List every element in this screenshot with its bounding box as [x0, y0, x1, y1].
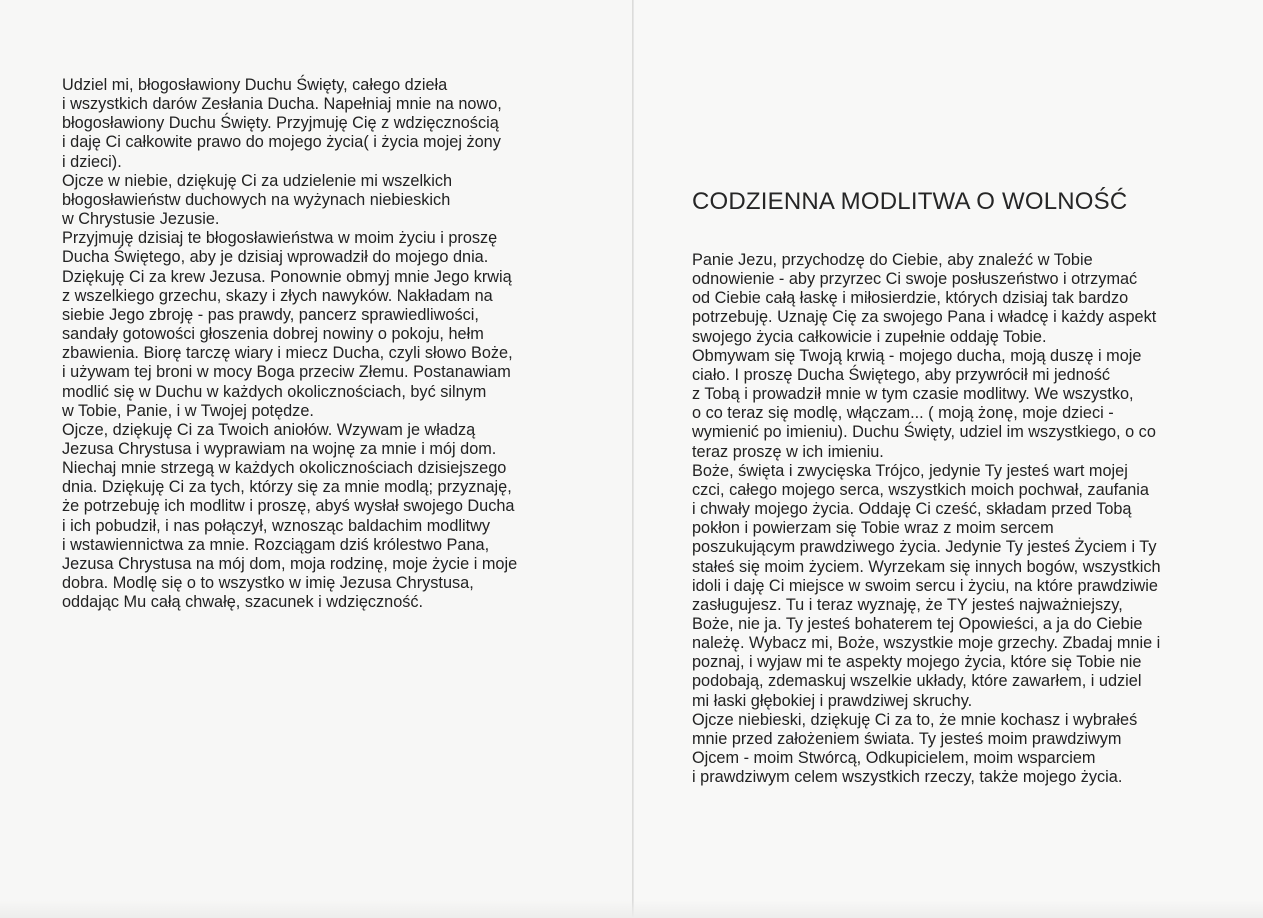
text-line: i wstawiennictwa za mnie. Rozciągam dziś królestwo Pana,: [62, 535, 490, 554]
text-line: Boże, święta i zwycięska Trójco, jedynie Ty jesteś wart mojej: [692, 461, 1128, 480]
text-line: wymienić po imieniu). Duchu Święty, udziel im wszystkiego, o co: [692, 423, 1156, 442]
text-line: że potrzebuję ich modlitw i proszę, abyś wysłał swojego Ducha: [62, 497, 515, 516]
text-line: i prawdziwym celem wszystkich rzeczy, także mojego życia.: [692, 768, 1123, 787]
text-line: Udziel mi, błogosławiony Duchu Święty, całego dzieła: [62, 76, 448, 94]
text-line: błogosławieństw duchowych na wyżynach niebieskich: [62, 190, 451, 209]
text-line: poznaj, i wyjaw mi te aspekty mojego życia, które się Tobie nie: [692, 653, 1142, 672]
left-page-text: [62, 76, 582, 612]
text-line: Ojcze w niebie, dziękuję Ci za udzielenie mi wszelkich: [62, 171, 453, 190]
scan-bottom-shadow: [0, 900, 1263, 918]
text-line: Jezusa Chrystusa na mój dom, moja rodzinę, moje życie i moje: [62, 554, 518, 573]
text-line: teraz proszę w ich imieniu.: [692, 442, 884, 461]
text-line: ciało. I proszę Ducha Świętego, aby przywrócił mi jedność: [692, 365, 1111, 384]
text-line: Ojcze, dziękuję Ci za Twoich aniołów. Wzywam je władzą: [62, 420, 476, 439]
prayer-title: CODZIENNA MODLITWA O WOLNOŚĆ: [692, 188, 1128, 215]
text-line: z wszelkiego grzechu, skazy i złych nawyków. Nakładam na: [62, 286, 493, 305]
text-line: Obmywam się Twoją krwią - mojego ducha, moją duszę i moje: [692, 346, 1142, 365]
text-line: z Tobą i prowadził mnie w tym czasie modlitwy. We wszystko,: [692, 385, 1134, 404]
right-page-text: [692, 251, 1227, 787]
text-line: i chwały mojego życia. Oddaję Ci cześć, składam przed Tobą: [692, 500, 1132, 519]
text-line: mi łaski głębokiej i prawdziwej skruchy.: [692, 691, 973, 710]
text-line: siebie Jego zbroję - pas prawdy, pancerz sprawiedliwości,: [62, 305, 479, 324]
text-line: i dzieci).: [62, 152, 122, 171]
text-line: Przyjmuję dzisiaj te błogosławieństwa w moim życiu i proszę: [62, 229, 498, 248]
text-line: Ojcem - moim Stwórcą, Odkupicielem, moim wsparciem: [692, 749, 1096, 768]
text-line: potrzebuję. Uznaję Cię za swojego Pana i władcę i każdy aspekt: [692, 308, 1157, 327]
text-line: swojego życia całkowicie i zupełnie oddaję Tobie.: [692, 327, 1047, 346]
text-line: sandały gotowości głoszenia dobrej nowiny o pokoju, hełm: [62, 325, 484, 344]
text-line: w Tobie, Panie, i w Twojej potędze.: [62, 401, 314, 420]
text-line: Ducha Świętego, aby je dzisiaj wprowadził do mojego dnia.: [62, 248, 489, 267]
text-line: i ich pobudził, i nas połączył, wznosząc baldachim modlitwy: [62, 516, 491, 535]
text-line: o co teraz się modlę, włączam... ( moją żonę, moje dzieci -: [692, 404, 1114, 423]
right-page: [634, 0, 1263, 918]
text-line: oddając Mu całą chwałę, szacunek i wdzięczność.: [62, 593, 424, 612]
text-line: dobra. Modlę się o to wszystko w imię Jezusa Chrystusa,: [62, 574, 474, 593]
text-line: idoli i daję Ci miejsce w swoim sercu i życiu, na które prawdziwie: [692, 576, 1158, 595]
text-line: i wszystkich darów Zesłania Ducha. Napełniaj mnie na nowo,: [62, 95, 502, 114]
text-line: w Chrystusie Jezusie.: [62, 210, 220, 229]
text-line: pokłon i powierzam się Tobie wraz z moim sercem: [692, 519, 1054, 538]
text-line: Niechaj mnie strzegą w każdych okolicznościach dzisiejszego: [62, 459, 507, 478]
text-line: czci, całego mojego serca, wszystkich moich pochwał, zaufania: [692, 480, 1149, 499]
text-line: Panie Jezu, przychodzę do Ciebie, aby znaleźć w Tobie: [692, 251, 1093, 269]
text-line: od Ciebie całą łaskę i miłosierdzie, których dzisiaj tak bardzo: [692, 289, 1129, 308]
text-line: należę. Wybacz mi, Boże, wszystkie moje grzechy. Zbadaj mnie i: [692, 634, 1161, 653]
text-line: Dziękuję Ci za krew Jezusa. Ponownie obmyj mnie Jego krwią: [62, 267, 512, 286]
text-line: błogosławiony Duchu Święty. Przyjmuję Cię z wdzięcznością: [62, 114, 499, 133]
text-line: modlić się w Duchu w każdych okolicznościach, być silnym: [62, 382, 487, 401]
text-line: dnia. Dziękuję Ci za tych, którzy się za mnie modlą; przyznaję,: [62, 478, 512, 497]
text-line: podobają, zdemaskuj wszelkie układy, które zawarłem, i udziel: [692, 672, 1142, 691]
text-line: poszukującym prawdziwego życia. Jedynie Ty jesteś Życiem i Ty: [692, 538, 1157, 557]
text-line: stałeś się moim życiem. Wyrzekam się innych bogów, wszystkich: [692, 557, 1161, 576]
text-line: zasługujesz. Tu i teraz wyznaję, że TY jesteś najważniejszy,: [692, 595, 1123, 614]
text-line: zbawienia. Biorę tarczę wiary i miecz Ducha, czyli słowo Boże,: [62, 344, 513, 363]
text-line: Ojcze niebieski, dziękuję Ci za to, że mnie kochasz i wybrałeś: [692, 710, 1138, 729]
text-line: i daję Ci całkowite prawo do mojego życia( i życia mojej żony: [62, 133, 501, 152]
text-line: mnie przed założeniem świata. Ty jesteś moim prawdziwym: [692, 729, 1122, 748]
text-line: Jezusa Chrystusa i wyprawiam na wojnę za mnie i mój dom.: [62, 439, 497, 458]
text-line: i używam tej broni w mocy Boga przeciw Złemu. Postanawiam: [62, 363, 511, 382]
text-line: Boże, nie ja. Ty jesteś bohaterem tej Opowieści, a ja do Ciebie: [692, 614, 1143, 633]
text-line: odnowienie - aby przyrzec Ci swoje posłuszeństwo i otrzymać: [692, 270, 1138, 289]
